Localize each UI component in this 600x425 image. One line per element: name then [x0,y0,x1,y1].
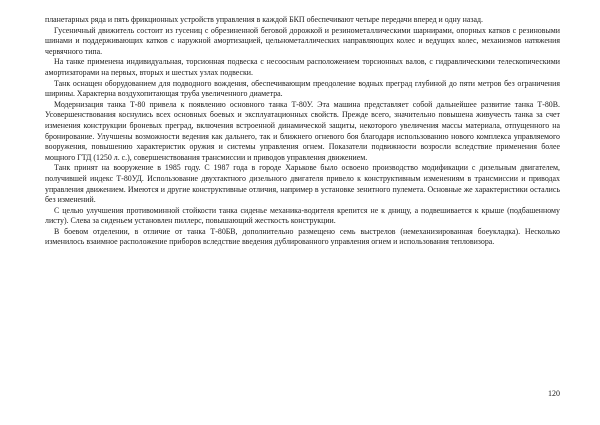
paragraph-underwater-driving: Танк оснащен оборудованием для подводного вождения, обеспечивающим преодоление водных преград глубиной до пяти метров без ограничения ширины. Характерна воздухопитающая труба увеличенного диаметра. [45,78,560,99]
paragraph-modernization: Модернизация танка Т-80 привела к появлению основного танка Т-80У. Эта машина представляет собой дальнейшее развитие танка Т-80В. Усовершенствования коснулись всех основных боевых и эксплуатационных свойств. Прежде всего, значительно повышена живучесть танка за счет изменения конструкции броневых преград, включения встроенной динамической защиты, некоторого увеличения массы материала, отпущенного на бронирование. Улучшены возможности ведения как дальнего, так и ближнего огневого боя благодаря использованию нового комплекса управляемого вооружения, повышению характеристик оружия и системы управления огнем. Показатели подвижности возросли вследствие применения более мощного ГТД (1250 л. с.), совершенствования трансмиссии и приводов управления движением. [45,99,560,162]
paragraph-suspension: На танке применена индивидуальная, торсионная подвеска с несоосным расположением торсионных валов, с гидравлическими телескопическими амортизаторами на первых, вторых и шестых узлах подвески. [45,57,560,77]
paragraph-mine-resistance: С целью улучшения противоминной стойкости танка сиденье механика-водителя крепится не к днищу, а подвешивается к крыше (подбашенному листу). Слева за сиденьем установлен пиллерс, повышающий жесткость конструкции. [45,205,560,226]
paragraph-fighting-compartment: В боевом отделении, в отличие от танка Т-80БВ, дополнительно размещено семь выстрелов (немеханизированная боеукладка). Несколько изменилось взаимное расположение приборов вследствие введения дублированного управления огнем и использования тепловизора. [45,226,560,247]
page-number: 120 [548,389,560,398]
body-text [45,15,560,248]
paragraph-adoption: Танк принят на вооружение в 1985 году. С 1987 года в городе Харькове было освоено производство модификации с дизельным двигателем, получившей индекс Т-80УД. Использование двухтактного дизельного двигателя привело к конструктивным изменениям в трансмиссии и приводах управления движением. Имеются и другие конструктивные отличия, например в установке зенитного пулемета. Основные же характеристики остались без изменений. [45,163,560,205]
paragraph-running-gear: Гусеничный движитель состоит из гусениц с обрезиненной беговой дорожкой и резинометаллическими шарнирами, опорных катков с резиновыми шинами и поддерживающих катков с наружной амортизацией, цельнометаллических направляющих колес и ведущих колес, механизмов натяжения червячного типа. [45,25,560,56]
paragraph-transmission-end: планетарных ряда и пять фрикционных устройств управления в каждой БКП обеспечивают четыре передачи вперед и одну назад. [45,15,483,24]
